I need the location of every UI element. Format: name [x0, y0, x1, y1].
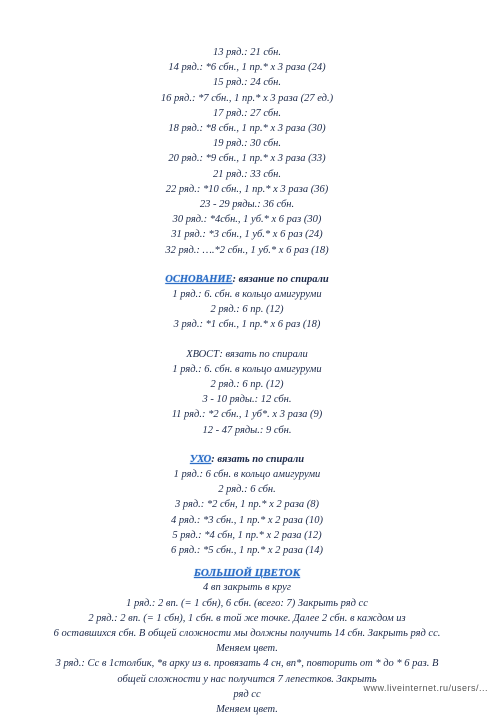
row-line: 1 ряд.: 2 вп. (= 1 сбн), 6 сбн. (всего: 7) Закрыть ряд сс [126, 597, 368, 609]
base-section [0, 272, 494, 333]
row-line: 16 ряд.: *7 сбн., 1 пр.* х 3 раза (27 ед.) [160, 92, 334, 104]
row-line: 30 ряд.: *4сбн., 1 уб.* х 6 раз (30) [172, 214, 322, 226]
row-line: общей сложности у нас получится 7 лепестков. Закрыть [117, 673, 377, 685]
row-line: 5 ряд.: *4 сбн, 1 пр.* х 2 раза (12) [172, 529, 322, 541]
row-line: 2 ряд.: 6 пр. (12) [210, 304, 284, 316]
row-line: 22 ряд.: *10 сбн., 1 пр.* х 3 раза (36) [165, 183, 329, 195]
row-line: 6 ряд.: *5 сбн., 1 пр.* х 2 раза (14) [171, 545, 323, 557]
row-line: 2 ряд.: 2 вп. (= 1 сбн), 1 сбн. в той же точке. Далее 2 сбн. в каждом из [88, 612, 406, 624]
row-line: 3 ряд.: *1 сбн., 1 пр.* х 6 раз (18) [173, 319, 321, 331]
rows-section [0, 45, 494, 258]
ear-title-rest: : вязать по спирали [211, 453, 305, 465]
row-line: 1 ряд.: 6. сбн. в кольцо амигуруми [172, 363, 322, 375]
row-line: ряд сс [233, 688, 261, 700]
flower-title: БОЛЬШОЙ ЦВЕТОК [193, 567, 301, 580]
row-line: 32 ряд.: ….*2 сбн., 1 уб.* х 6 раз (18) [165, 244, 329, 256]
row-line: 2 ряд.: 6 сбн. [218, 484, 276, 496]
top-margin [0, 0, 494, 45]
spacer [0, 258, 494, 272]
row-line: 23 - 29 ряды.: 36 сбн. [199, 199, 295, 211]
watermark-url: www.liveinternet.ru/users/... [363, 683, 488, 693]
row-line: 21 ряд.: 33 сбн. [213, 168, 281, 180]
base-title: ОСНОВАНИЕ [165, 273, 233, 285]
ear-heading [0, 452, 494, 467]
spacer [0, 333, 494, 347]
spacer [0, 438, 494, 452]
base-heading [0, 272, 494, 287]
row-line: 17 ряд.: 27 сбн. [213, 107, 281, 119]
base-title-rest: : вязание по спирали [232, 273, 329, 285]
tail-title: ХВОСТ [186, 348, 220, 360]
row-line: 11 ряд.: *2 сбн., 1 уб*. х 3 раза (9) [171, 409, 323, 421]
row-line: 12 - 47 ряды.: 9 сбн. [202, 424, 292, 436]
row-line: 1 ряд.: 6 сбн. в кольцо амигуруми [173, 469, 321, 481]
row-line: Меняем цвет. [216, 643, 278, 655]
row-line: 3 ряд.: *2 сбн, 1 пр.* х 2 раза (8) [174, 499, 320, 511]
row-line: 6 оставшихся сбн. В общей сложности мы должны получить 14 сбн. Закрыть ряд сс. [53, 627, 441, 639]
row-line: Меняем цвет. [216, 703, 278, 715]
row-line: 31 ряд.: *3 сбн., 1 уб.* х 6 раз (24) [171, 229, 323, 241]
spacer [0, 558, 494, 566]
ear-section [0, 452, 494, 558]
flower-section [0, 566, 494, 717]
row-line: 19 ряд.: 30 сбн. [213, 138, 281, 150]
row-line: 15 ряд.: 24 сбн. [213, 77, 281, 89]
row-line: 4 вп закрыть в круг [203, 582, 291, 594]
row-line: 3 - 10 ряды.: 12 сбн. [202, 394, 292, 406]
row-line: 3 ряд.: Сс в 1столбик, *в арку из в. провязать 4 сн, вп*, повторить от * до * 6 раз. В [55, 658, 439, 670]
row-line: 20 ряд.: *9 сбн., 1 пр.* х 3 раза (33) [168, 153, 326, 165]
tail-section [0, 347, 494, 438]
row-line: 18 ряд.: *8 сбн., 1 пр.* х 3 раза (30) [168, 123, 326, 135]
ear-title: УХО [189, 453, 212, 465]
row-line: 2 ряд.: 6 пр. (12) [210, 379, 284, 391]
tail-title-rest: : вязать по спирали [219, 348, 308, 360]
row-line: 13 ряд.: 21 сбн. [213, 47, 281, 58]
row-line: 4 ряд.: *3 сбн., 1 пр.* х 2 раза (10) [171, 514, 323, 526]
row-line: 1 ряд.: 6. сбн. в кольцо амигуруми [172, 289, 322, 301]
tail-heading [0, 347, 494, 362]
row-line: 14 ряд.: *6 сбн., 1 пр.* х 3 раза (24) [168, 62, 326, 74]
